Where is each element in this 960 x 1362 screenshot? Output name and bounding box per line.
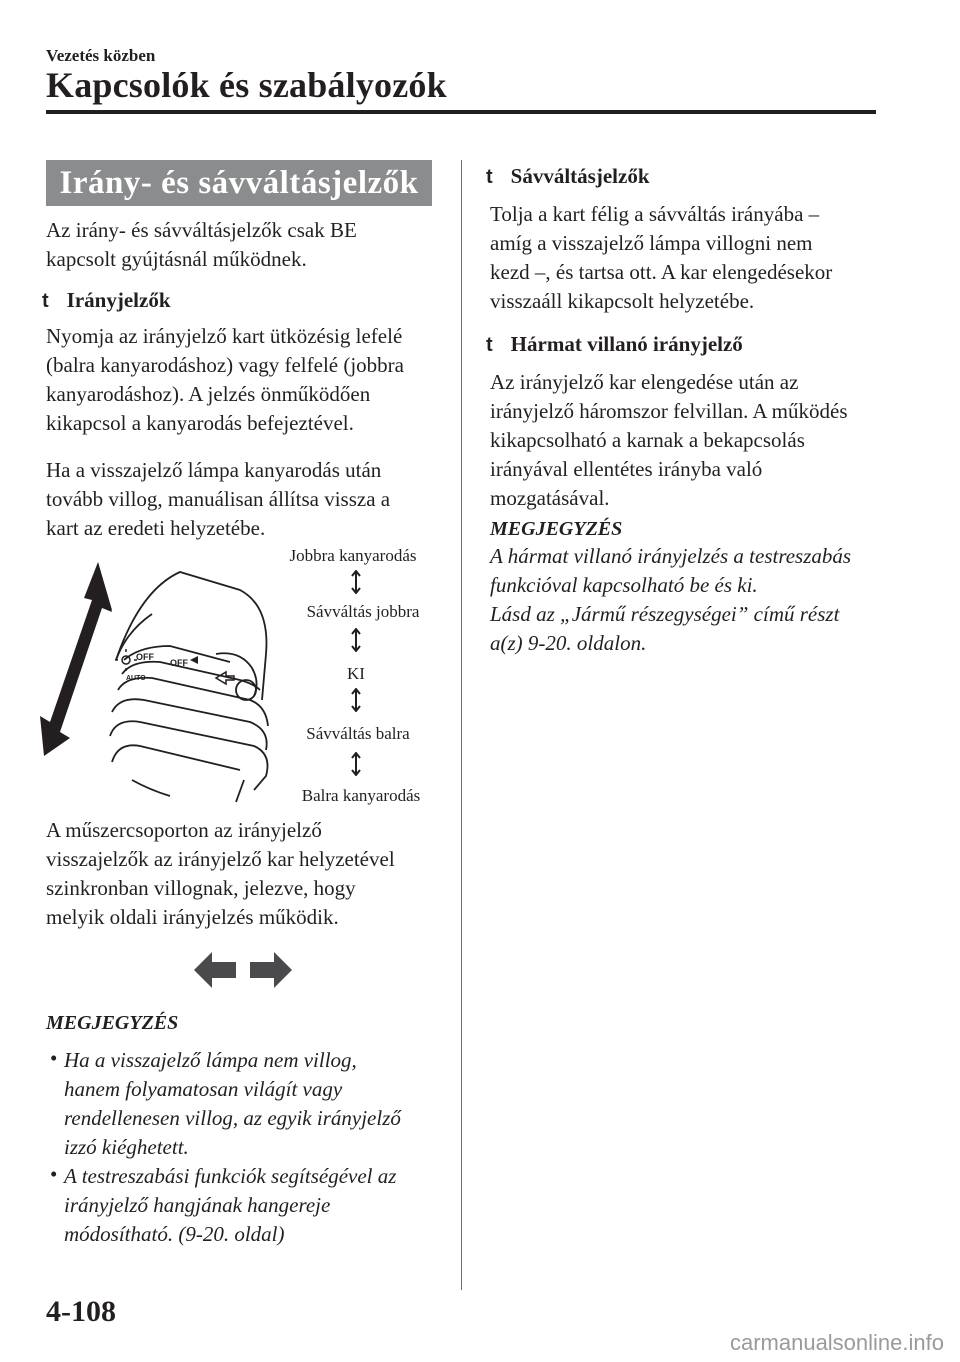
paragraph-savvaltas: [490, 200, 885, 316]
text-line: visszaáll kikapcsolt helyzetébe.: [490, 289, 755, 313]
text-line: kapcsolt gyújtásnál működnek.: [46, 247, 307, 271]
subsection-heading-harmat: [486, 332, 743, 357]
text-line: Nyomja az irányjelző kart ütközésig lefelé: [46, 324, 403, 348]
section-banner: Irány- és sávváltásjelzők: [46, 160, 432, 206]
bullet: •: [50, 1046, 58, 1070]
text-line: Tolja a kart félig a sávváltás irányába –: [490, 202, 820, 226]
text-line: a(z) 9-20. oldalon.: [490, 631, 647, 655]
label-savvaltas-balra: Sávváltás balra: [306, 724, 410, 743]
text-line: kart az eredeti helyzetébe.: [46, 516, 266, 540]
turn-indicator-icons: [194, 950, 292, 990]
text-line: Az irány- és sávváltásjelzők csak BE: [46, 218, 357, 242]
text-line: rendellenesen villog, az egyik irányjelző: [64, 1106, 401, 1130]
label-balra-kanyarodas: Balra kanyarodás: [301, 786, 421, 805]
text-line: Ha a visszajelző lámpa nem villog,: [64, 1048, 357, 1072]
text-line: irányjelző háromszor felvillan. A működés: [490, 399, 848, 423]
updown-arrow-icon: [350, 628, 362, 652]
text-line: szinkronban villognak, jelezve, hogy: [46, 876, 356, 900]
paragraph-irany-1: [46, 322, 441, 438]
note-title-left: MEGJEGYZÉS: [46, 1012, 179, 1034]
label-ki: KI: [347, 664, 365, 683]
text-line: amíg a visszajelző lámpa villogni nem: [490, 231, 813, 255]
column-divider: [461, 160, 462, 1290]
text-line: irányjelző hangjának hangereje: [64, 1193, 331, 1217]
note-title-right: MEGJEGYZÉS: [490, 518, 623, 540]
text-line: tovább villog, manuálisan állítsa vissza a: [46, 487, 391, 511]
text-line: Lásd az „Jármű részegységei” című részt: [490, 602, 840, 626]
text-line: melyik oldali irányjelzés működik.: [46, 905, 339, 929]
heading-text: Hármat villanó irányjelző: [510, 332, 743, 356]
lever-text-auto: AUTO: [126, 675, 146, 682]
subsection-heading-savvaltas: [486, 164, 650, 189]
paragraph-muszercsoport: [46, 816, 441, 932]
note-item: [46, 1046, 446, 1162]
paragraph-harmat: [490, 368, 885, 513]
updown-arrow-icon: [350, 570, 362, 594]
note-item: [46, 1162, 446, 1249]
note-right: [490, 542, 890, 658]
text-line: Ha a visszajelző lámpa kanyarodás után: [46, 458, 382, 482]
text-line: irányával ellentétes irányba való: [490, 457, 763, 481]
text-line: hanem folyamatosan világít vagy: [64, 1077, 343, 1101]
chapter-title: Kapcsolók és szabályozók: [46, 65, 447, 105]
lever-text-off-2: OFF: [170, 658, 188, 668]
header-rule: [46, 110, 876, 114]
text-line: módosítható. (9-20. oldal): [64, 1222, 285, 1246]
text-line: izzó kiéghetett.: [64, 1135, 189, 1159]
lever-illustration: [40, 550, 280, 810]
subsection-heading-irany: [42, 288, 171, 313]
lever-text-off-1: OFF: [136, 652, 154, 662]
heading-text: Irányjelzők: [66, 288, 171, 312]
running-title: Vezetés közben: [46, 46, 156, 65]
text-line: (balra kanyarodáshoz) vagy felfelé (jobbra: [46, 353, 404, 377]
intro-paragraph: [46, 216, 441, 274]
watermark: carmanualsonline.info: [729, 1330, 944, 1355]
updown-arrow-icon: [350, 752, 362, 776]
text-line: kezd –, és tartsa ott. A kar elengedésekor: [490, 260, 833, 284]
text-line: kikapcsolható a karnak a bekapcsolás: [490, 428, 805, 452]
bullet: •: [50, 1162, 58, 1186]
text-line: mozgatásával.: [490, 486, 610, 510]
text-line: A műszercsoporton az irányjelző: [46, 818, 322, 842]
heading-text: Sávváltásjelzők: [510, 164, 650, 188]
page-number: 4-108: [46, 1295, 116, 1328]
heading-marker: t: [42, 290, 49, 312]
right-turn-indicator-icon: [250, 952, 292, 988]
text-line: Az irányjelző kar elengedése után az: [490, 370, 799, 394]
text-line: kikapcsol a kanyarodás befejeztével.: [46, 411, 354, 435]
updown-arrow-icon: [350, 688, 362, 712]
note-list-left: [46, 1046, 446, 1249]
heading-marker: t: [486, 166, 493, 188]
text-line: visszajelzők az irányjelző kar helyzetével: [46, 847, 395, 871]
paragraph-irany-2: [46, 456, 441, 543]
double-arrow-icon: [40, 562, 112, 756]
label-savvaltas-jobbra: Sávváltás jobbra: [306, 602, 420, 621]
label-jobbra-kanyarodas: Jobbra kanyarodás: [289, 546, 417, 565]
text-line: funkcióval kapcsolható be és ki.: [490, 573, 758, 597]
heading-marker: t: [486, 334, 493, 356]
left-turn-indicator-icon: [194, 952, 236, 988]
text-line: kanyarodáshoz). A jelzés önműködően: [46, 382, 371, 406]
text-line: A hármat villanó irányjelzés a testreszabás: [490, 544, 852, 568]
text-line: A testreszabási funkciók segítségével az: [64, 1164, 397, 1188]
